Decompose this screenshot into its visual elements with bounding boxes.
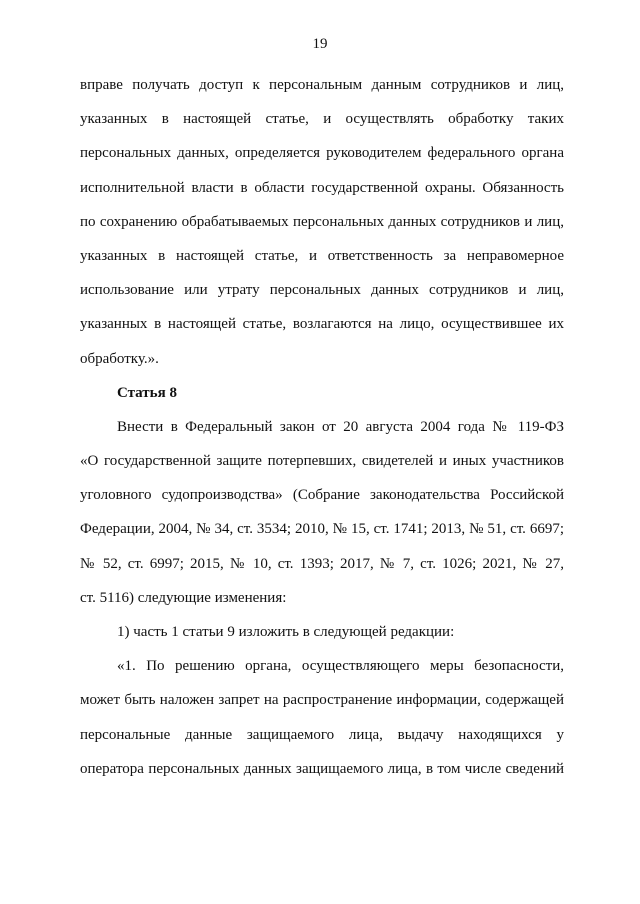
text-line: указанных в настоящей статье, и осуществлять обработку таких [80,111,564,128]
page-number: 19 [312,36,328,52]
text-line: ст. 5116) следующие изменения: [80,589,287,606]
text-line: указанных в настоящей статье, и ответственность за неправомерное [80,247,564,264]
article-heading: Статья 8 [117,384,177,401]
text-line: № 52, ст. 6997; 2015, № 10, ст. 1393; 2017, № 7, ст. 1026; 2021, № 27, [80,555,564,572]
document-body [80,68,564,786]
text-line: уголовного судопроизводства» (Собрание законодательства Российской [80,487,564,504]
text-line: Федерации, 2004, № 34, ст. 3534; 2010, № 15, ст. 1741; 2013, № 51, ст. 6697; [80,521,564,538]
text-line: вправе получать доступ к персональным данным сотрудников и лиц, [80,77,564,93]
text-line: 1) часть 1 статьи 9 изложить в следующей редакции: [117,624,455,640]
text-line: может быть наложен запрет на распространение информации, содержащей [80,692,564,709]
text-line: обработку.». [80,350,159,367]
text-line: «1. По решению органа, осуществляющего меры безопасности, [117,658,564,675]
text-line: персональные данные защищаемого лица, выдачу находящихся у [80,726,564,743]
text-line: Внести в Федеральный закон от 20 августа 2004 года № 119-ФЗ [117,418,564,435]
text-line: персональных данных, определяется руководителем федерального органа [80,145,564,162]
text-line: исполнительной власти в области государственной охраны. Обязанность [80,179,564,196]
text-line: «О государственной защите потерпевших, свидетелей и иных участников [80,453,564,470]
text-line: использование или утрату персональных данных сотрудников и лиц, [80,282,564,299]
text-line: указанных в настоящей статье, возлагаются на лицо, осуществившее их [80,316,564,333]
text-line: оператора персональных данных защищаемого лица, в том числе сведений [80,760,564,777]
text-line: по сохранению обрабатываемых персональных данных сотрудников и лиц, [80,213,564,230]
